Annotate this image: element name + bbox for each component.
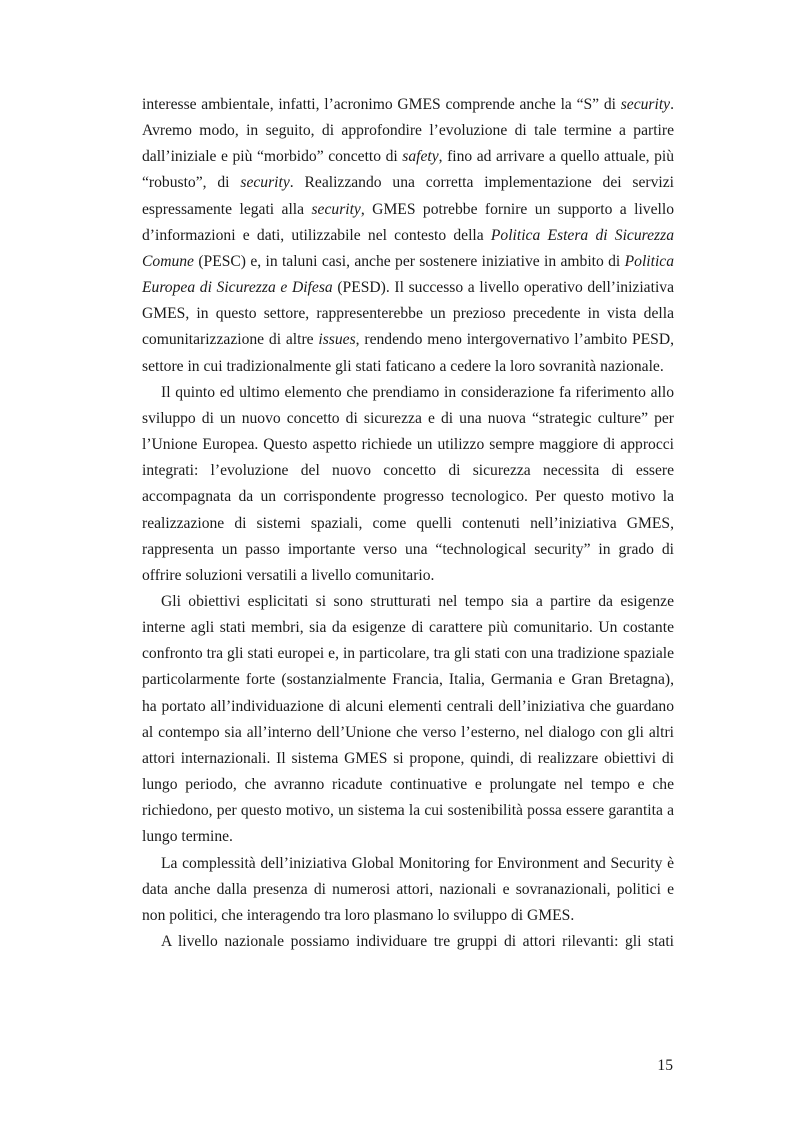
text-run: Gli obiettivi esplicitati si sono strutturati nel tempo sia a partire da esigenze interne agli stati membri, sia da esigenze di carattere più comunitario. Un costante confronto tra gli stati europei e, in particolare, tra gli stati con una tradizione spaziale particolarmente forte (sostanzialmente Francia, Italia, Germania e Gran Bretagna), ha portato all’individuazione di alcuni elementi centrali dell’iniziativa che guardano al contempo sia all’interno dell’Unione che verso l’esterno, nel dialogo con gli altri attori internazionali. Il sistema GMES si propone, quindi, di realizzare obiettivi di lungo periodo, che avranno ricadute continuative e prolungate nel tempo e che richiedono, per questo motivo, un sistema la cui sostenibilità possa essere garantita a lungo termine. <box>142 592 674 846</box>
paragraph-1 <box>142 92 674 380</box>
paragraph-2 <box>142 380 674 589</box>
text-run: Il quinto ed ultimo elemento che prendiamo in considerazione fa riferimento allo sviluppo di un nuovo concetto di sicurezza e di una nuova “strategic culture” per l’Unione Europea. Questo aspetto richiede un utilizzo sempre maggiore di approcci integrati: l’evoluzione del nuovo concetto di sicurezza necessita di essere accompagnata da un corrispondente progresso tecnologico. Per questo motivo la realizzazione di sistemi spaziali, come quelli contenuti nell’iniziativa GMES, rappresenta un passo importante verso una “technological security” in grado di offrire soluzioni versatili a livello comunitario. <box>142 383 674 584</box>
paragraph-3 <box>142 589 674 851</box>
text-run: interesse ambientale, infatti, l’acronimo GMES comprende anche la “S” di <box>142 96 621 113</box>
italic-term: Politica Estera di Sicurezza Comune <box>142 226 674 270</box>
italic-term: security <box>620 96 671 113</box>
text-run: , fino ad arrivare a quello attuale, più “robusto”, di <box>142 148 674 192</box>
italic-term: safety <box>402 148 439 166</box>
text-run: La complessità dell’iniziativa Global Monitoring for Environment and Security è data anche dalla presenza di numerosi attori, nazionali e sovranazionali, politici e non politici, che interagendo tra loro plasmano lo sviluppo di GMES. <box>142 854 674 924</box>
text-run: . Realizzando una corretta implementazione dei servizi espressamente legati alla <box>142 174 674 218</box>
text-run: A livello nazionale possiamo individuare tre gruppi di attori rilevanti: gli stati <box>161 933 674 950</box>
text-run: (PESC) e, in taluni casi, anche per sostenere iniziative in ambito di <box>193 252 625 270</box>
page-body <box>142 92 674 955</box>
italic-term: security <box>311 200 361 218</box>
page-number: 15 <box>657 1057 673 1074</box>
italic-term: security <box>240 174 290 192</box>
text-run: (PESD). Il successo a livello operativo dell’iniziativa GMES, in questo settore, rappresenterebbe un prezioso precedente in vista della comunitarizzazione di altre <box>142 279 674 349</box>
paragraph-4 <box>142 851 674 929</box>
text-run: . Avremo modo, in seguito, di approfondire l’evoluzione di tale termine a partire dall’iniziale e più “morbido” concetto di <box>142 96 674 166</box>
italic-term: issues <box>318 331 356 349</box>
italic-term: Politica Europea di Sicurezza e Difesa <box>142 252 674 297</box>
text-run: , GMES potrebbe fornire un supporto a livello d’informazioni e dati, utilizzabile nel contesto della <box>142 200 674 244</box>
text-run: , rendendo meno intergovernativo l’ambito PESD, settore in cui tradizionalmente gli stati faticano a cedere la loro sovranità nazionale. <box>142 331 674 375</box>
paragraph-5 <box>142 929 674 955</box>
